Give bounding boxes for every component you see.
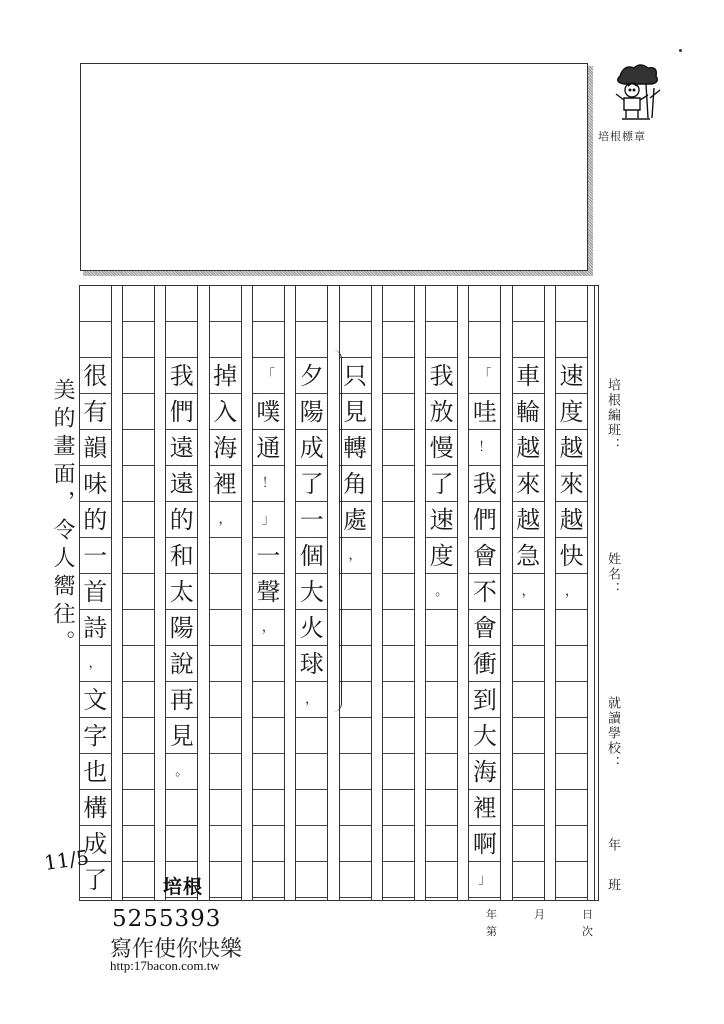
- grid-cell: [123, 394, 154, 430]
- grid-cell: [210, 538, 241, 574]
- grid-cell: [340, 718, 371, 754]
- grid-cell: [123, 718, 154, 754]
- class-suffix-label: 班: [605, 878, 620, 893]
- grid-cell: 「: [253, 358, 284, 394]
- grid-cell: [123, 862, 154, 898]
- grid-cell: [426, 646, 457, 682]
- grid-cell: [296, 826, 327, 862]
- name-label: 姓名：: [605, 552, 620, 597]
- grid-cell: ！: [469, 430, 500, 466]
- grid-cell: 陽: [166, 610, 197, 646]
- grid-column: [165, 286, 198, 900]
- comment-box-shadow: [83, 271, 593, 276]
- grid-cell: [513, 754, 544, 790]
- grid-cell: [513, 646, 544, 682]
- grid-cell: 一: [296, 502, 327, 538]
- grid-cell: [123, 430, 154, 466]
- teacher-mark: 培根: [163, 876, 204, 898]
- grid-cell: [123, 538, 154, 574]
- grid-column: [468, 286, 501, 900]
- grid-cell: 詩: [80, 610, 111, 646]
- grid-cell: 。: [426, 574, 457, 610]
- scan-speck: [679, 49, 682, 52]
- child-with-tree-icon: [610, 62, 664, 122]
- grid-cell: [383, 502, 414, 538]
- grid-cell: 球: [296, 646, 327, 682]
- grid-cell: [469, 286, 500, 322]
- grid-cell: [166, 826, 197, 862]
- grid-cell: [210, 322, 241, 358]
- bracket-annotation: [333, 350, 342, 712]
- grid-column: [382, 286, 415, 900]
- grid-cell: 轉: [340, 430, 371, 466]
- grid-cell: [253, 286, 284, 322]
- grid-cell: [513, 718, 544, 754]
- grid-cell: 個: [296, 538, 327, 574]
- grid-cell: [383, 862, 414, 898]
- grid-cell: ！: [253, 466, 284, 502]
- grid-cell: 我: [166, 358, 197, 394]
- grid-cell: [210, 646, 241, 682]
- grid-cell: 海: [210, 430, 241, 466]
- grid-cell: 衝: [469, 646, 500, 682]
- grid-cell: [340, 862, 371, 898]
- grid-cell: [383, 826, 414, 862]
- grid-cell: [383, 394, 414, 430]
- slogan: 寫作使你快樂: [110, 937, 243, 962]
- grid-cell: [166, 286, 197, 322]
- grid-cell: 陽: [296, 394, 327, 430]
- grid-cell: 。: [166, 754, 197, 790]
- grid-cell: [210, 718, 241, 754]
- grid-cell: [80, 286, 111, 322]
- grid-cell: [253, 790, 284, 826]
- grid-cell: 也: [80, 754, 111, 790]
- grid-cell: 慢: [426, 430, 457, 466]
- grid-cell: 越: [556, 430, 587, 466]
- grid-column: [79, 286, 112, 900]
- grid-cell: [340, 682, 371, 718]
- grid-cell: 處: [340, 502, 371, 538]
- grid-cell: 的: [80, 502, 111, 538]
- grid-cell: [426, 322, 457, 358]
- grid-cell: 成: [296, 430, 327, 466]
- grid-column: [512, 286, 545, 900]
- grid-cell: [296, 286, 327, 322]
- grid-cell: [296, 790, 327, 826]
- grid-cell: 味: [80, 466, 111, 502]
- grid-cell: [123, 502, 154, 538]
- grid-column: [209, 286, 242, 900]
- grid-cell: [383, 754, 414, 790]
- grid-column: [252, 286, 285, 900]
- grid-column: [425, 286, 458, 900]
- website-url: http:17bacon.com.tw: [110, 958, 220, 973]
- grid-cell: [383, 286, 414, 322]
- grid-cell: [253, 682, 284, 718]
- grid-cell: 海: [469, 754, 500, 790]
- grid-cell: 急: [513, 538, 544, 574]
- grid-cell: 」: [469, 862, 500, 898]
- grid-cell: [253, 322, 284, 358]
- grid-cell: 聲: [253, 574, 284, 610]
- grid-cell: [383, 718, 414, 754]
- grid-cell: 了: [80, 862, 111, 898]
- grid-border-line: [594, 285, 595, 901]
- grid-cell: 速: [426, 502, 457, 538]
- grid-column: [122, 286, 155, 900]
- grid-column: [555, 286, 588, 900]
- grid-cell: [513, 682, 544, 718]
- class-label: 培根編班：: [605, 378, 620, 453]
- grid-cell: 夕: [296, 358, 327, 394]
- grid-cell: [123, 610, 154, 646]
- grade-label: 年: [605, 838, 620, 853]
- grid-cell: [426, 826, 457, 862]
- grid-cell: 我: [469, 466, 500, 502]
- grid-cell: 字: [80, 718, 111, 754]
- grid-cell: 」: [253, 502, 284, 538]
- grid-cell: [166, 790, 197, 826]
- grid-cell: 成: [80, 826, 111, 862]
- grid-cell: 了: [296, 466, 327, 502]
- grid-cell: [123, 322, 154, 358]
- grid-cell: 「: [469, 358, 500, 394]
- grid-cell: 通: [253, 430, 284, 466]
- grid-cell: [210, 682, 241, 718]
- grid-cell: 輪: [513, 394, 544, 430]
- grid-cell: [426, 754, 457, 790]
- grid-cell: 有: [80, 394, 111, 430]
- grid-cell: 越: [556, 502, 587, 538]
- grid-cell: [340, 286, 371, 322]
- grid-cell: [513, 862, 544, 898]
- grid-cell: 首: [80, 574, 111, 610]
- grid-cell: [123, 466, 154, 502]
- margin-comment: 美的畫面，令人嚮往。: [50, 378, 75, 658]
- grid-cell: [253, 826, 284, 862]
- grid-cell: [556, 862, 587, 898]
- grid-cell: ，: [296, 682, 327, 718]
- grid-cell: 快: [556, 538, 587, 574]
- grid-cell: [426, 862, 457, 898]
- grid-cell: [80, 322, 111, 358]
- grid-cell: [383, 322, 414, 358]
- grid-cell: [556, 610, 587, 646]
- grid-cell: 入: [210, 394, 241, 430]
- grid-cell: 的: [166, 502, 197, 538]
- grid-cell: [383, 790, 414, 826]
- grid-cell: 車: [513, 358, 544, 394]
- grid-cell: [210, 790, 241, 826]
- grid-cell: [556, 682, 587, 718]
- grid-cell: 們: [469, 502, 500, 538]
- teacher-comment-box: [80, 63, 588, 271]
- grid-cell: 和: [166, 538, 197, 574]
- grid-cell: [383, 682, 414, 718]
- grid-cell: [469, 322, 500, 358]
- grid-cell: 再: [166, 682, 197, 718]
- grid-cell: 哇: [469, 394, 500, 430]
- grid-cell: 大: [296, 574, 327, 610]
- grid-cell: 遠: [166, 430, 197, 466]
- school-label: 就讀學校：: [605, 696, 620, 771]
- grid-cell: [123, 754, 154, 790]
- grid-cell: 大: [469, 718, 500, 754]
- grid-cell: [426, 286, 457, 322]
- session-no-label: 第: [486, 925, 497, 938]
- grid-cell: [426, 610, 457, 646]
- grid-cell: [296, 718, 327, 754]
- grid-cell: [123, 646, 154, 682]
- grid-cell: [340, 754, 371, 790]
- grid-cell: [296, 754, 327, 790]
- grid-cell: ，: [340, 538, 371, 574]
- grid-cell: 速: [556, 358, 587, 394]
- grid-cell: [210, 754, 241, 790]
- grid-cell: ，: [556, 574, 587, 610]
- grid-cell: 們: [166, 394, 197, 430]
- grid-cell: [296, 862, 327, 898]
- grid-cell: 很: [80, 358, 111, 394]
- grid-cell: [166, 322, 197, 358]
- grid-cell: [556, 790, 587, 826]
- grid-cell: 來: [556, 466, 587, 502]
- grid-cell: [556, 826, 587, 862]
- grid-cell: ，: [253, 610, 284, 646]
- grid-cell: [210, 286, 241, 322]
- grid-cell: [296, 322, 327, 358]
- grid-cell: 一: [80, 538, 111, 574]
- grid-cell: 見: [340, 394, 371, 430]
- grid-cell: 了: [426, 466, 457, 502]
- grid-cell: [426, 682, 457, 718]
- grid-cell: [123, 682, 154, 718]
- grid-cell: 說: [166, 646, 197, 682]
- year-label: 年: [486, 908, 497, 921]
- grid-cell: ，: [80, 646, 111, 682]
- grid-cell: 啊: [469, 826, 500, 862]
- grid-cell: 放: [426, 394, 457, 430]
- grid-cell: [556, 646, 587, 682]
- grid-cell: [513, 610, 544, 646]
- grid-cell: [383, 358, 414, 394]
- grid-cell: [123, 826, 154, 862]
- grid-cell: 角: [340, 466, 371, 502]
- grid-cell: [253, 754, 284, 790]
- grid-cell: [123, 358, 154, 394]
- grid-cell: [513, 286, 544, 322]
- grid-cell: 度: [426, 538, 457, 574]
- grid-cell: 文: [80, 682, 111, 718]
- grid-cell: [210, 862, 241, 898]
- grid-cell: 越: [513, 502, 544, 538]
- grid-cell: 來: [513, 466, 544, 502]
- grid-cell: 掉: [210, 358, 241, 394]
- grid-cell: [253, 646, 284, 682]
- grid-cell: [383, 538, 414, 574]
- grid-cell: [340, 646, 371, 682]
- grid-cell: [123, 574, 154, 610]
- grid-cell: [513, 322, 544, 358]
- grid-cell: [426, 718, 457, 754]
- grid-cell: [123, 286, 154, 322]
- grid-column: [295, 286, 328, 900]
- grid-cell: 韻: [80, 430, 111, 466]
- grid-cell: 越: [513, 430, 544, 466]
- grid-cell: 見: [166, 718, 197, 754]
- grid-cell: [340, 790, 371, 826]
- grid-cell: [513, 790, 544, 826]
- grid-cell: 裡: [210, 466, 241, 502]
- stamp-label: 培根標章: [598, 130, 646, 143]
- grid-cell: 構: [80, 790, 111, 826]
- grid-cell: 不: [469, 574, 500, 610]
- grid-cell: ，: [210, 502, 241, 538]
- grid-cell: [556, 286, 587, 322]
- grid-cell: [340, 610, 371, 646]
- grid-cell: [556, 718, 587, 754]
- grid-cell: [340, 574, 371, 610]
- grid-cell: [383, 610, 414, 646]
- grid-cell: [210, 610, 241, 646]
- grid-cell: [123, 790, 154, 826]
- grid-cell: 一: [253, 538, 284, 574]
- grid-cell: [383, 574, 414, 610]
- grid-cell: 會: [469, 610, 500, 646]
- grid-cell: 火: [296, 610, 327, 646]
- grid-column: [339, 286, 372, 900]
- grid-cell: [210, 826, 241, 862]
- comment-box-shadow: [588, 66, 593, 275]
- grid-cell: 度: [556, 394, 587, 430]
- grid-cell: [253, 718, 284, 754]
- day-label: 日: [582, 908, 593, 921]
- grid-cell: 我: [426, 358, 457, 394]
- grid-cell: [340, 826, 371, 862]
- grid-cell: 噗: [253, 394, 284, 430]
- grid-cell: [383, 466, 414, 502]
- grid-cell: [383, 430, 414, 466]
- grid-cell: [383, 646, 414, 682]
- grid-cell: [426, 790, 457, 826]
- grid-cell: ，: [513, 574, 544, 610]
- grid-cell: [253, 862, 284, 898]
- grid-cell: 太: [166, 574, 197, 610]
- grid-cell: [210, 574, 241, 610]
- grid-cell: 遠: [166, 466, 197, 502]
- grid-cell: 裡: [469, 790, 500, 826]
- grid-cell: [556, 322, 587, 358]
- grid-cell: 會: [469, 538, 500, 574]
- document-number: 5255393: [112, 906, 222, 932]
- date-mark: 11/5: [42, 844, 91, 876]
- session-times-label: 次: [582, 925, 593, 938]
- grid-cell: [513, 826, 544, 862]
- grid-cell: [340, 322, 371, 358]
- grid-cell: 到: [469, 682, 500, 718]
- grid-cell: [556, 754, 587, 790]
- grid-cell: 只: [340, 358, 371, 394]
- month-label: 月: [534, 908, 545, 921]
